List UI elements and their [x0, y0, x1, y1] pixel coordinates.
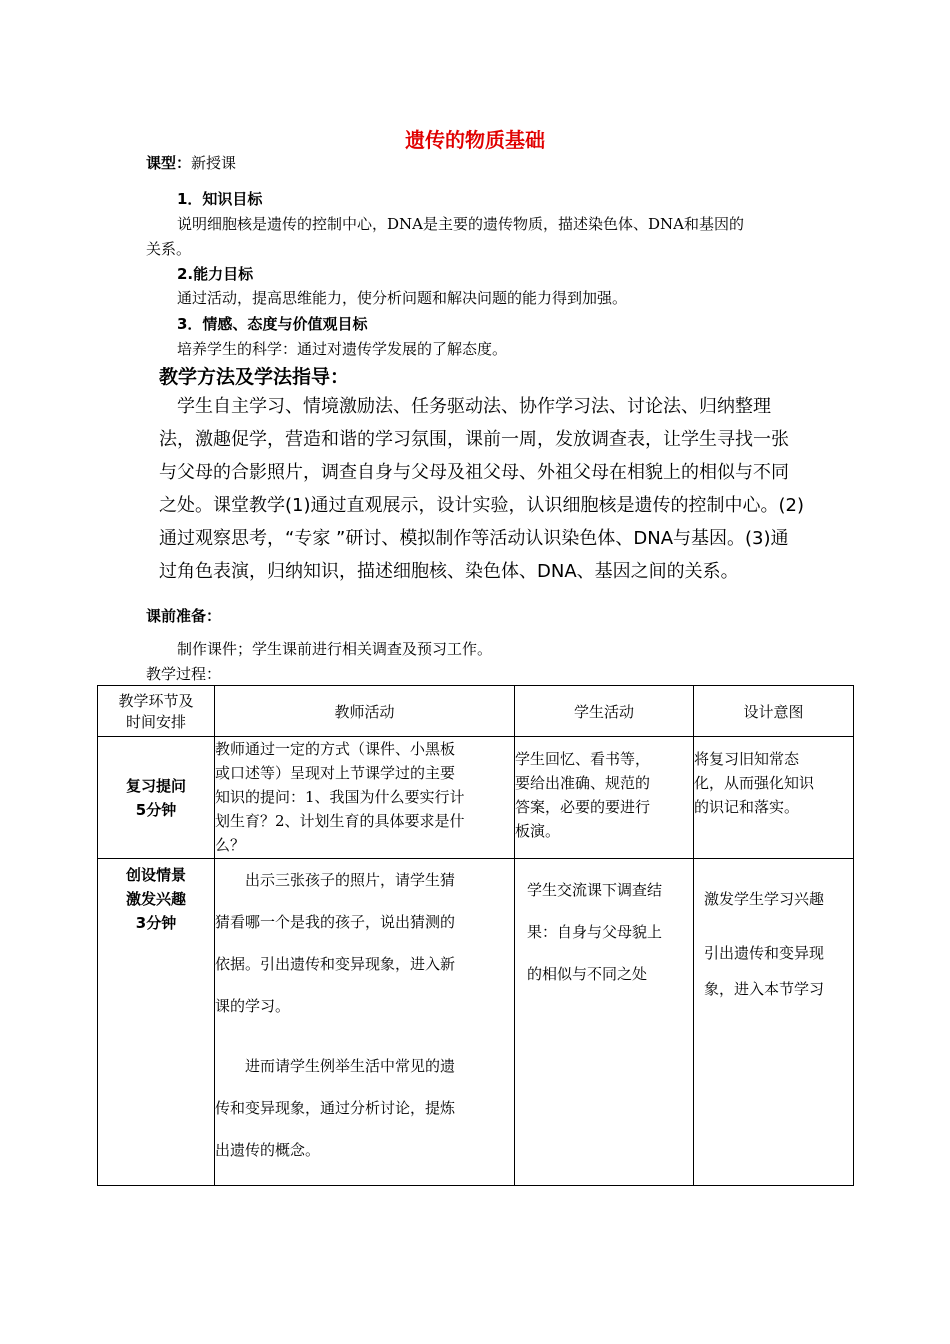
row-design: 激发学生学习兴趣 引出遗传和变异现 象，进入本节学习 — [694, 859, 854, 1186]
methods-line: 通过观察思考，“专家 ”研讨、模拟制作等活动认识染色体、DNA与基因。(3)通 — [159, 528, 789, 549]
methods-line: 法，激趣促学，营造和谐的学习氛围，课前一周，发放调查表，让学生寻找一张 — [159, 429, 789, 450]
table-row — [98, 737, 854, 859]
row-design: 将复习旧知常态 化，从而强化知识 的识记和落实。 — [694, 737, 854, 859]
table-row — [98, 859, 854, 1186]
preparation-text: 制作课件；学生课前进行相关调查及预习工作。 — [177, 640, 493, 658]
objective-heading: 3．情感、态度与价值观目标 — [177, 315, 368, 333]
row-stage: 创设情景 激发兴趣 3分钟 — [98, 859, 215, 1186]
preparation-heading: 课前准备： — [146, 607, 222, 625]
header-student: 学生活动 — [515, 686, 694, 737]
objective-text: 关系。 — [146, 240, 192, 258]
table-header-row — [98, 686, 854, 737]
row-stage: 复习提问 5分钟 — [98, 737, 215, 859]
row-teacher: 教师通过一定的方式（课件、小黑板 或口述等）呈现对上节课学过的主要 知识的提问：1、我国为什么要实行计 划生育？2、计划生育的具体要求是什 么？ — [215, 737, 515, 859]
process-label: 教学过程： — [146, 665, 222, 683]
methods-body — [159, 390, 827, 588]
methods-line: 与父母的合影照片，调查自身与父母及祖父母、外祖父母在相貌上的相似与不同 — [159, 462, 789, 483]
row-student: 学生交流课下调查结 果：自身与父母貌上 的相似与不同之处 — [515, 859, 694, 1186]
page-title: 遗传的物质基础 — [405, 128, 545, 152]
methods-line: 学生自主学习、情境激励法、任务驱动法、协作学习法、讨论法、归纳整理 — [159, 396, 771, 417]
lesson-type — [146, 152, 236, 173]
methods-heading: 教学方法及学法指导： — [159, 366, 350, 388]
methods-line: 之处。课堂教学(1)通过直观展示，设计实验，认识细胞核是遗传的控制中心。(2) — [159, 495, 804, 516]
objective-text: 培养学生的科学：通过对遗传学发展的了解态度。 — [177, 340, 508, 358]
row-teacher: 出示三张孩子的照片，请学生猜 猜看哪一个是我的孩子，说出猜测的 依据。引出遗传和变异现象，进入新 课的学习。 进而请学生例举生活中常见的遗 传和变异现象，通过分析讨论，提炼 出遗传的概念。 — [215, 859, 515, 1186]
objective-text: 通过活动，提高思维能力，使分析问题和解决问题的能力得到加强。 — [177, 289, 628, 307]
header-teacher: 教师活动 — [215, 686, 515, 737]
methods-line: 过角色表演，归纳知识，描述细胞核、染色体、DNA、基因之间的关系。 — [159, 561, 739, 582]
objective-heading: 1．知识目标 — [177, 190, 263, 208]
objective-heading: 2.能力目标 — [177, 265, 254, 283]
process-table — [97, 685, 854, 1186]
header-design: 设计意图 — [694, 686, 854, 737]
header-stage: 教学环节及 时间安排 — [98, 686, 215, 737]
lesson-type-label: 课型： — [146, 154, 192, 172]
row-student: 学生回忆、看书等， 要给出准确、规范的 答案，必要的要进行 板演。 — [515, 737, 694, 859]
objective-text: 说明细胞核是遗传的控制中心，DNA是主要的遗传物质，描述染色体、DNA和基因的 — [177, 215, 744, 233]
lesson-type-value: 新授课 — [191, 154, 237, 172]
